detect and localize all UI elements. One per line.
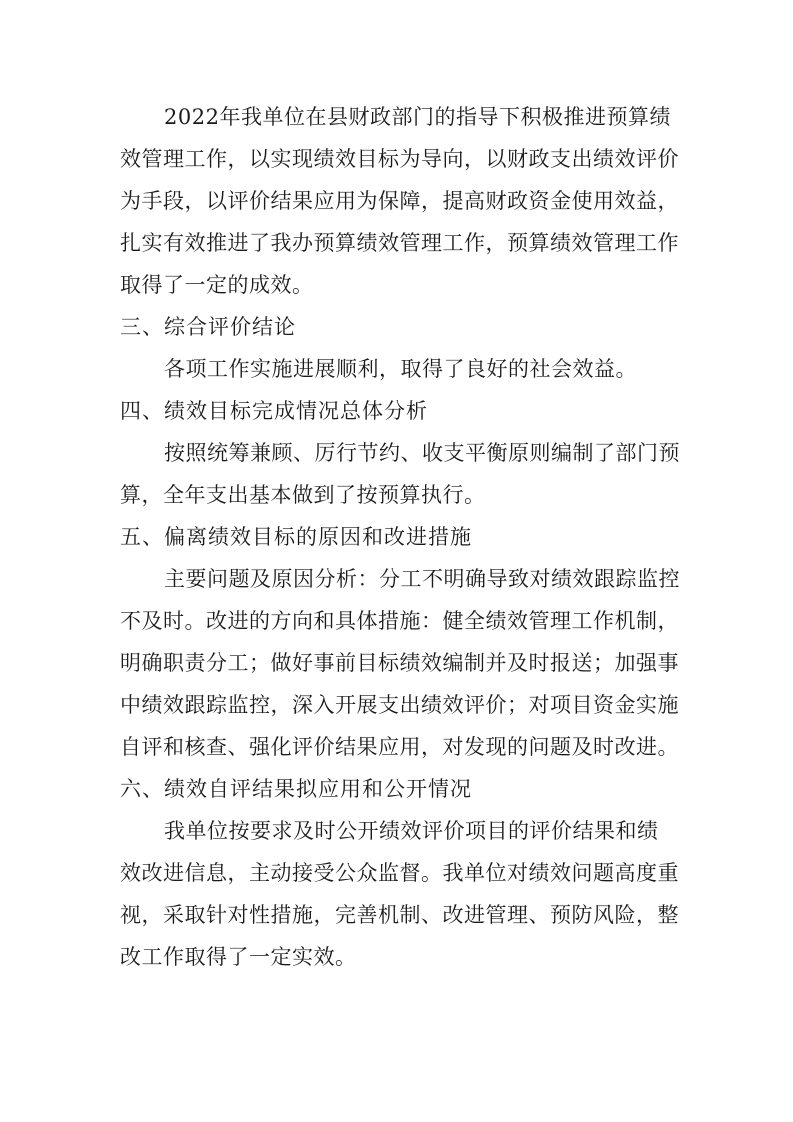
text-line: 明确职责分工；做好事前目标绩效编制并及时报送；加强事: [120, 651, 679, 675]
paragraph-section-6: [120, 810, 680, 978]
section-heading-3: 三、综合评价结论: [120, 315, 296, 339]
text-line: 我单位按要求及时公开绩效评价项目的评价结果和绩: [164, 819, 659, 843]
text-line: 改工作取得了一定实效。: [120, 945, 357, 969]
text-line: 2022年我单位在县财政部门的指导下积极推进预算绩: [164, 105, 671, 129]
section-heading-5: 五、偏离绩效目标的原因和改进措施: [120, 525, 472, 549]
text-line: 为手段，以评价结果应用为保障，提高财政资金使用效益，: [120, 189, 679, 213]
text-line: 各项工作实施进展顺利，取得了良好的社会效益。: [164, 357, 637, 381]
section-heading-4: 四、绩效目标完成情况总体分析: [120, 399, 428, 423]
text-line: 按照统筹兼顾、厉行节约、收支平衡原则编制了部门预: [164, 441, 680, 465]
document-body: [120, 96, 680, 978]
section-heading-6: 六、绩效自评结果拟应用和公开情况: [120, 777, 472, 801]
text-line: 主要问题及原因分析：分工不明确导致对绩效跟踪监控: [164, 567, 680, 591]
paragraph-section-5: [120, 558, 680, 768]
paragraph-section-4: [120, 432, 680, 516]
text-line: 中绩效跟踪监控，深入开展支出绩效评价；对项目资金实施: [120, 693, 679, 717]
text-line: 取得了一定的成效。: [120, 273, 314, 297]
text-line: 算，全年支出基本做到了按预算执行。: [120, 483, 486, 507]
text-line: 扎实有效推进了我办预算绩效管理工作，预算绩效管理工作: [120, 231, 679, 255]
paragraph-section-3: [120, 348, 680, 390]
text-line: 不及时。改进的方向和具体措施：健全绩效管理工作机制，: [120, 609, 679, 633]
text-line: 自评和核查、强化评价结果应用，对发现的问题及时改进。: [120, 735, 679, 759]
text-line: 视，采取针对性措施，完善机制、改进管理、预防风险，整: [120, 903, 679, 927]
text-line: 效管理工作，以实现绩效目标为导向，以财政支出绩效评价: [120, 147, 679, 171]
paragraph-summary: [120, 96, 680, 306]
text-line: 效改进信息，主动接受公众监督。我单位对绩效问题高度重: [120, 861, 679, 885]
